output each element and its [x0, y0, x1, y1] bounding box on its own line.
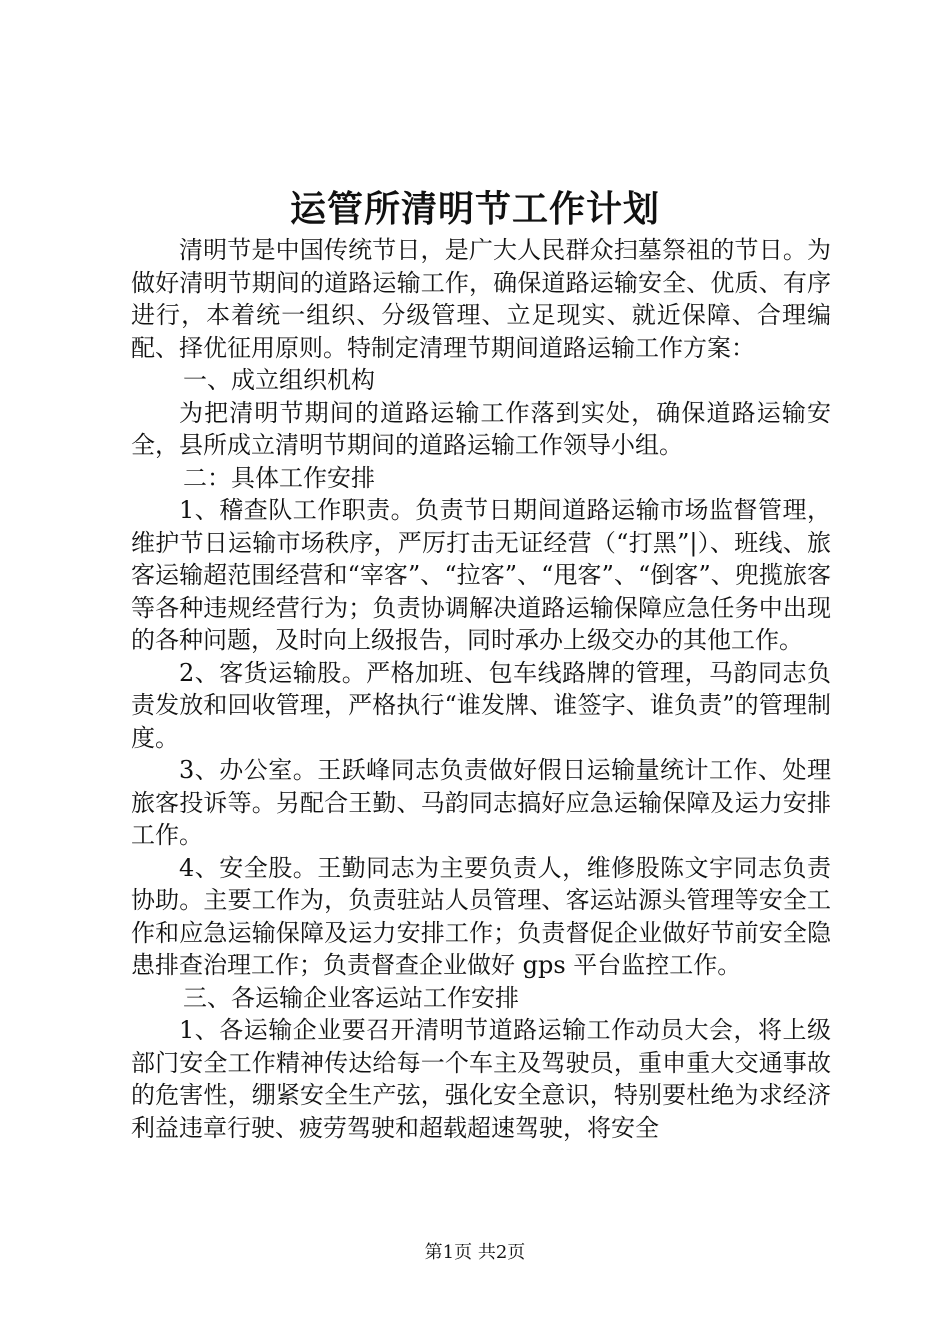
passenger-freight-paragraph: 2、客货运输股。严格加班、包车线路牌的管理，马韵同志负责发放和回收管理，严格执行“谁发牌、谁签字、谁负责”的管理制度。 — [131, 658, 831, 752]
inspection-team-paragraph: 1、稽查队工作职责。负责节日期间道路运输市场监督管理，维护节日运输市场秩序，严厉打击无证经营（“打黑”|）、班线、旅客运输超范围经营和“宰客”、“拉客”、“甩客”、“倒客”、兜揽旅客等各种违规经营行为；负责协调解决道路运输保障应急任务中出现的各种问题，及时向上级报告，同时承办上级交办的其他工作。 — [131, 496, 831, 654]
enterprise-meeting-paragraph: 1、各运输企业要召开清明节道路运输工作动员大会，将上级部门安全工作精神传达给每一个车主及驾驶员，重申重大交通事故的危害性，绷紧安全生产弦，强化安全意识，特别要杜绝为求经济利益违章行驶、疲劳驾驶和超载超速驾驶，将安全 — [131, 1016, 831, 1142]
intro-paragraph: 清明节是中国传统节日，是广大人民群众扫墓祭祖的节日。为做好清明节期间的道路运输工作，确保道路运输安全、优质、有序进行，本着统一组织、分级管理、立足现实、就近保障、合理编配、择优征用原则。特制定清理节期间道路运输工作方案： — [131, 236, 831, 362]
section-heading-work-arrangement: 二：具体工作安排 — [183, 463, 375, 492]
document-body — [131, 234, 831, 1144]
office-paragraph: 3、办公室。王跃峰同志负责做好假日运输量统计工作、处理旅客投诉等。另配合王勤、马韵同志搞好应急运输保障及运力安排工作。 — [131, 756, 831, 849]
section-heading-enterprises: 三、各运输企业客运站工作安排 — [183, 983, 519, 1012]
page-footer: 第1页 共2页 — [424, 1242, 526, 1263]
document-title: 运管所清明节工作计划 — [289, 188, 660, 230]
organization-paragraph: 为把清明节期间的道路运输工作落到实处，确保道路运输安全，县所成立清明节期间的道路运输工作领导小组。 — [131, 398, 831, 459]
safety-section-paragraph: 4、安全股。王勤同志为主要负责人，维修股陈文宇同志负责协助。主要工作为，负责驻站人员管理、客运站源头管理等安全工作和应急运输保障及运力安排工作；负责督促企业做好节前安全隐患排查治理工作；负责督查企业做好 gps 平台监控工作。 — [131, 853, 831, 979]
section-heading-organization: 一、成立组织机构 — [183, 366, 375, 394]
